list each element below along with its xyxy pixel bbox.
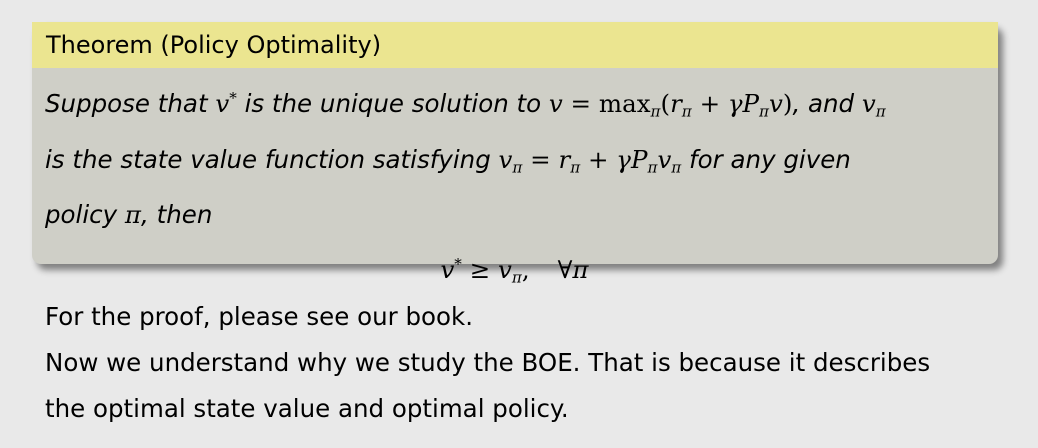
boe-explanation-line-1: Now we understand why we study the BOE. That is because it describes bbox=[45, 348, 931, 377]
boe-explanation-line-2: the optimal state value and optimal policy. bbox=[45, 394, 569, 423]
theorem-title: Theorem (Policy Optimality) bbox=[32, 22, 998, 68]
bellman-equation: $v_\pi = r_\pi + \gamma P_\pi v_\pi$ bbox=[498, 144, 682, 177]
theorem-display-equation: $v^* \ge v_\pi$, ∀π bbox=[440, 255, 589, 287]
theorem-body bbox=[32, 68, 998, 303]
theorem-line-2: is the state value function satisfying $v_\pi = r_\pi + \gamma P_\pi v_\pi$ for any given bbox=[45, 144, 851, 177]
v-pi-math: $v_\pi$ bbox=[861, 89, 886, 121]
v-star-math: v* bbox=[215, 89, 237, 119]
bellman-optimality-equation: $v = \max_\pi(r_\pi + \gamma P_\pi v)$ bbox=[548, 89, 793, 121]
boe-explanation bbox=[45, 340, 930, 432]
proof-note: For the proof, please see our book. bbox=[45, 302, 473, 331]
theorem-line-3: policy π, then bbox=[45, 200, 213, 230]
theorem-block bbox=[32, 22, 998, 287]
pi-math: π bbox=[124, 200, 142, 230]
theorem-line-1: Suppose that v* is the unique solution to $v = \max_\pi(r_\pi + \gamma P_\pi v)$, and $v_\pi$ bbox=[45, 89, 886, 121]
